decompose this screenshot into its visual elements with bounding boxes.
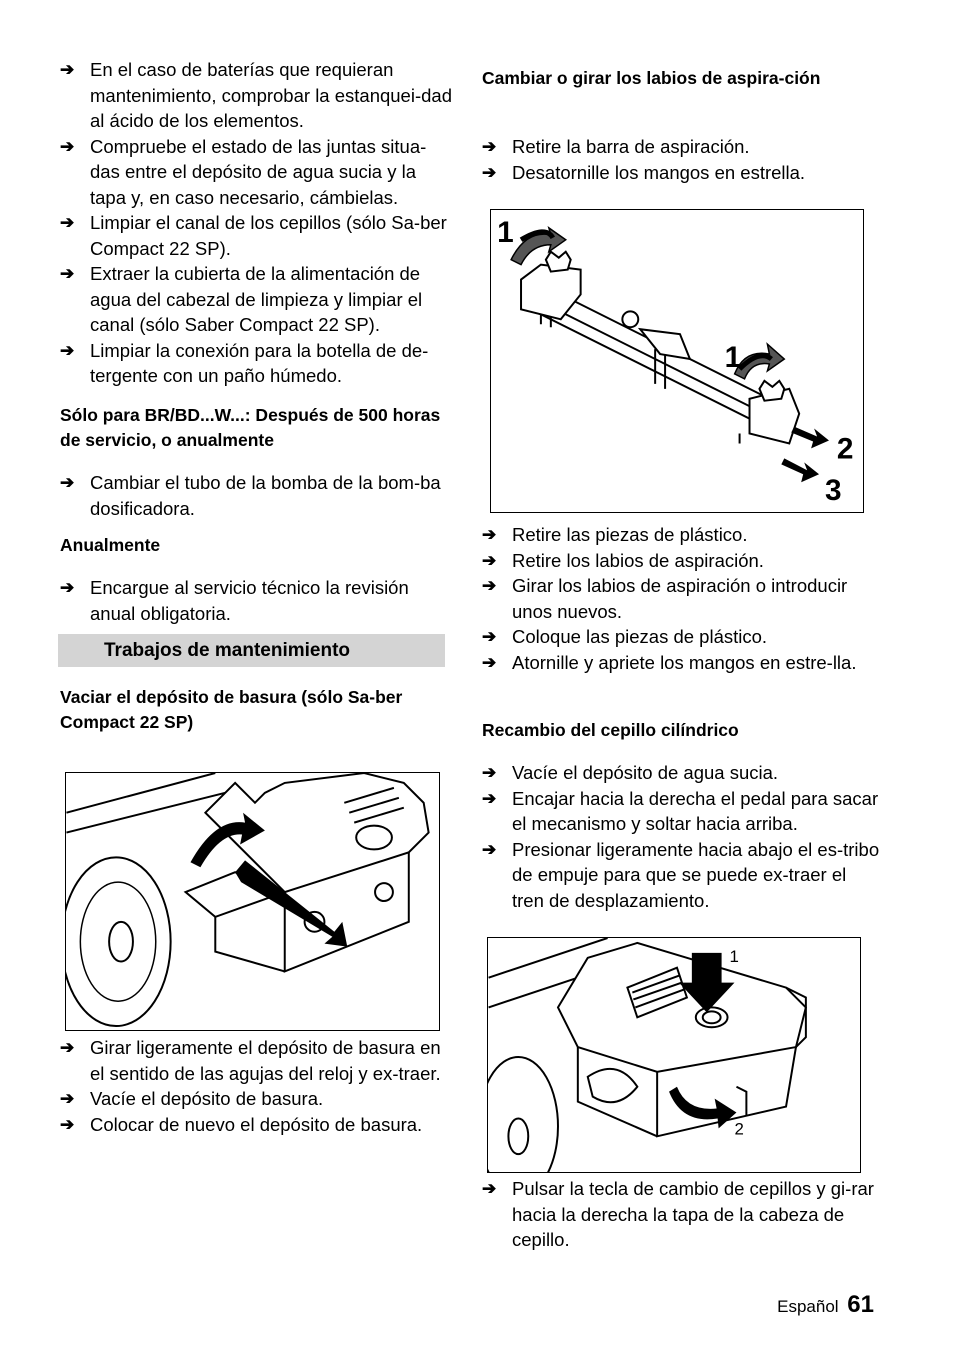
list-item: ➔ En el caso de baterías que requieran mantenimiento, comprobar la estanquei-dad al ácido de los elementos.	[60, 59, 452, 131]
dirt-tray-illustration	[66, 773, 439, 1030]
brush-head-illustration	[488, 938, 860, 1172]
rotate-arrow-icon	[669, 1087, 736, 1129]
figure-brush-head	[487, 937, 861, 1173]
list-item: ➔ Girar ligeramente el depósito de basura en el sentido de las agujas del reloj y ex-traer.	[60, 1037, 441, 1084]
arrow-right-icon: ➔	[482, 788, 497, 808]
list-item: ➔ Atornille y apriete los mangos en estre-lla.	[482, 650, 880, 676]
suction-bar-illustration	[491, 210, 863, 512]
heading-500-hours: Sólo para BR/BD...W...: Después de 500 horas de servicio, o anualmente	[60, 405, 441, 450]
bullet-list	[482, 522, 880, 675]
figure-suction-bar	[490, 209, 864, 513]
list-item: ➔ Cambiar el tubo de la bomba de la bom-ba dosificadora.	[60, 472, 441, 519]
list-item: ➔ Retire las piezas de plástico.	[482, 522, 880, 548]
list-item: ➔ Extraer la cubierta de la alimentación de agua del cabezal de limpieza y limpiar el canal (sólo Saber Compact 22 SP).	[60, 263, 423, 335]
arrow-right-icon: ➔	[482, 137, 497, 156]
list-item: ➔ Vacíe el depósito de basura.	[60, 1086, 456, 1112]
arrow-right-icon: ➔	[60, 1114, 75, 1134]
footer-language: Español	[777, 1297, 839, 1316]
arrow-right-icon: ➔	[482, 1179, 497, 1198]
section-title-bar: Trabajos de mantenimiento	[58, 634, 445, 667]
list-item: ➔ Retire los labios de aspiración.	[482, 548, 880, 574]
move-arrow-icon	[781, 458, 819, 482]
arrow-right-icon: ➔	[482, 839, 497, 859]
arrow-right-icon: ➔	[60, 578, 75, 597]
arrow-right-icon: ➔	[482, 627, 497, 646]
heading-empty-bin: Vaciar el depósito de basura (sólo Sa-ber Compact 22 SP)	[60, 687, 403, 732]
arrow-right-icon: ➔	[482, 576, 497, 595]
arrow-right-icon: ➔	[60, 213, 75, 232]
arrow-right-icon: ➔	[482, 525, 497, 544]
brush-roller	[66, 857, 171, 1026]
callout-label: 2	[836, 432, 854, 466]
list-item: ➔ Vacíe el depósito de agua sucia.	[482, 760, 880, 786]
bullet-list	[482, 760, 880, 913]
list-item: ➔ Girar los labios de aspiración o introducir unos nuevos.	[482, 575, 848, 622]
heading-squeegee-lips: Cambiar o girar los labios de aspira-ción	[482, 68, 821, 88]
callout-label: 1	[497, 215, 514, 249]
callout-label: 3	[825, 474, 842, 508]
bullet-list	[60, 57, 456, 389]
list-item: ➔ Limpiar la conexión para la botella de de-tergente con un paño húmedo.	[60, 339, 429, 386]
page-number: 61	[847, 1291, 874, 1318]
bullet-list	[60, 1035, 456, 1137]
list-item: ➔ Colocar de nuevo el depósito de basura.	[60, 1112, 456, 1138]
bullet-list	[482, 1176, 880, 1253]
bullet-list	[60, 575, 456, 626]
callout-label: 1	[724, 340, 742, 374]
list-item: ➔ Pulsar la tecla de cambio de cepillos y gi-rar hacia la derecha la tapa de la cabeza de cepillo.	[482, 1178, 874, 1250]
arrow-right-icon: ➔	[60, 60, 75, 79]
heading-brush-replacement: Recambio del cepillo cilíndrico	[482, 720, 739, 740]
list-item: ➔ Compruebe el estado de las juntas situa-das entre el depósito de agua sucia y la tapa y, en caso necesario, cámbielas.	[60, 135, 427, 208]
arrow-right-icon: ➔	[60, 473, 75, 492]
bullet-list	[60, 470, 456, 521]
arrow-right-icon: ➔	[482, 652, 497, 672]
heading-annual: Anualmente	[60, 535, 161, 555]
list-item: ➔ Presionar ligeramente hacia abajo el es-tribo de empuje para que se puede ex-traer el tren de desplazamiento.	[482, 838, 880, 911]
list-item: ➔ Encargue al servicio técnico la revisión anual obligatoria.	[60, 577, 409, 624]
figure-dirt-tray	[65, 772, 440, 1031]
arrow-right-icon: ➔	[60, 1089, 75, 1108]
arrow-right-icon: ➔	[482, 550, 497, 570]
callout-label: 2	[734, 1119, 744, 1139]
list-item: ➔ Limpiar el canal de los cepillos (sólo Sa-ber Compact 22 SP).	[60, 212, 447, 259]
arrow-right-icon: ➔	[60, 136, 75, 156]
arrow-right-icon: ➔	[60, 340, 75, 360]
list-item: ➔ Desatornille los mangos en estrella.	[482, 160, 880, 186]
callout-label: 1	[729, 946, 739, 966]
move-arrow-icon	[791, 427, 829, 449]
list-item: ➔ Encajar hacia la derecha el pedal para sacar el mecanismo y soltar hacia arriba.	[482, 787, 879, 834]
bullet-list	[482, 134, 880, 185]
rotate-arrow-icon	[735, 344, 785, 379]
page-footer	[777, 1291, 874, 1319]
list-item: ➔ Coloque las piezas de plástico.	[482, 624, 880, 650]
arrow-right-icon: ➔	[60, 264, 75, 283]
arrow-right-icon: ➔	[482, 763, 497, 782]
list-item: ➔ Retire la barra de aspiración.	[482, 134, 880, 160]
brush-roller	[488, 1057, 558, 1172]
arrow-right-icon: ➔	[60, 1038, 75, 1057]
arrow-right-icon: ➔	[482, 162, 497, 182]
